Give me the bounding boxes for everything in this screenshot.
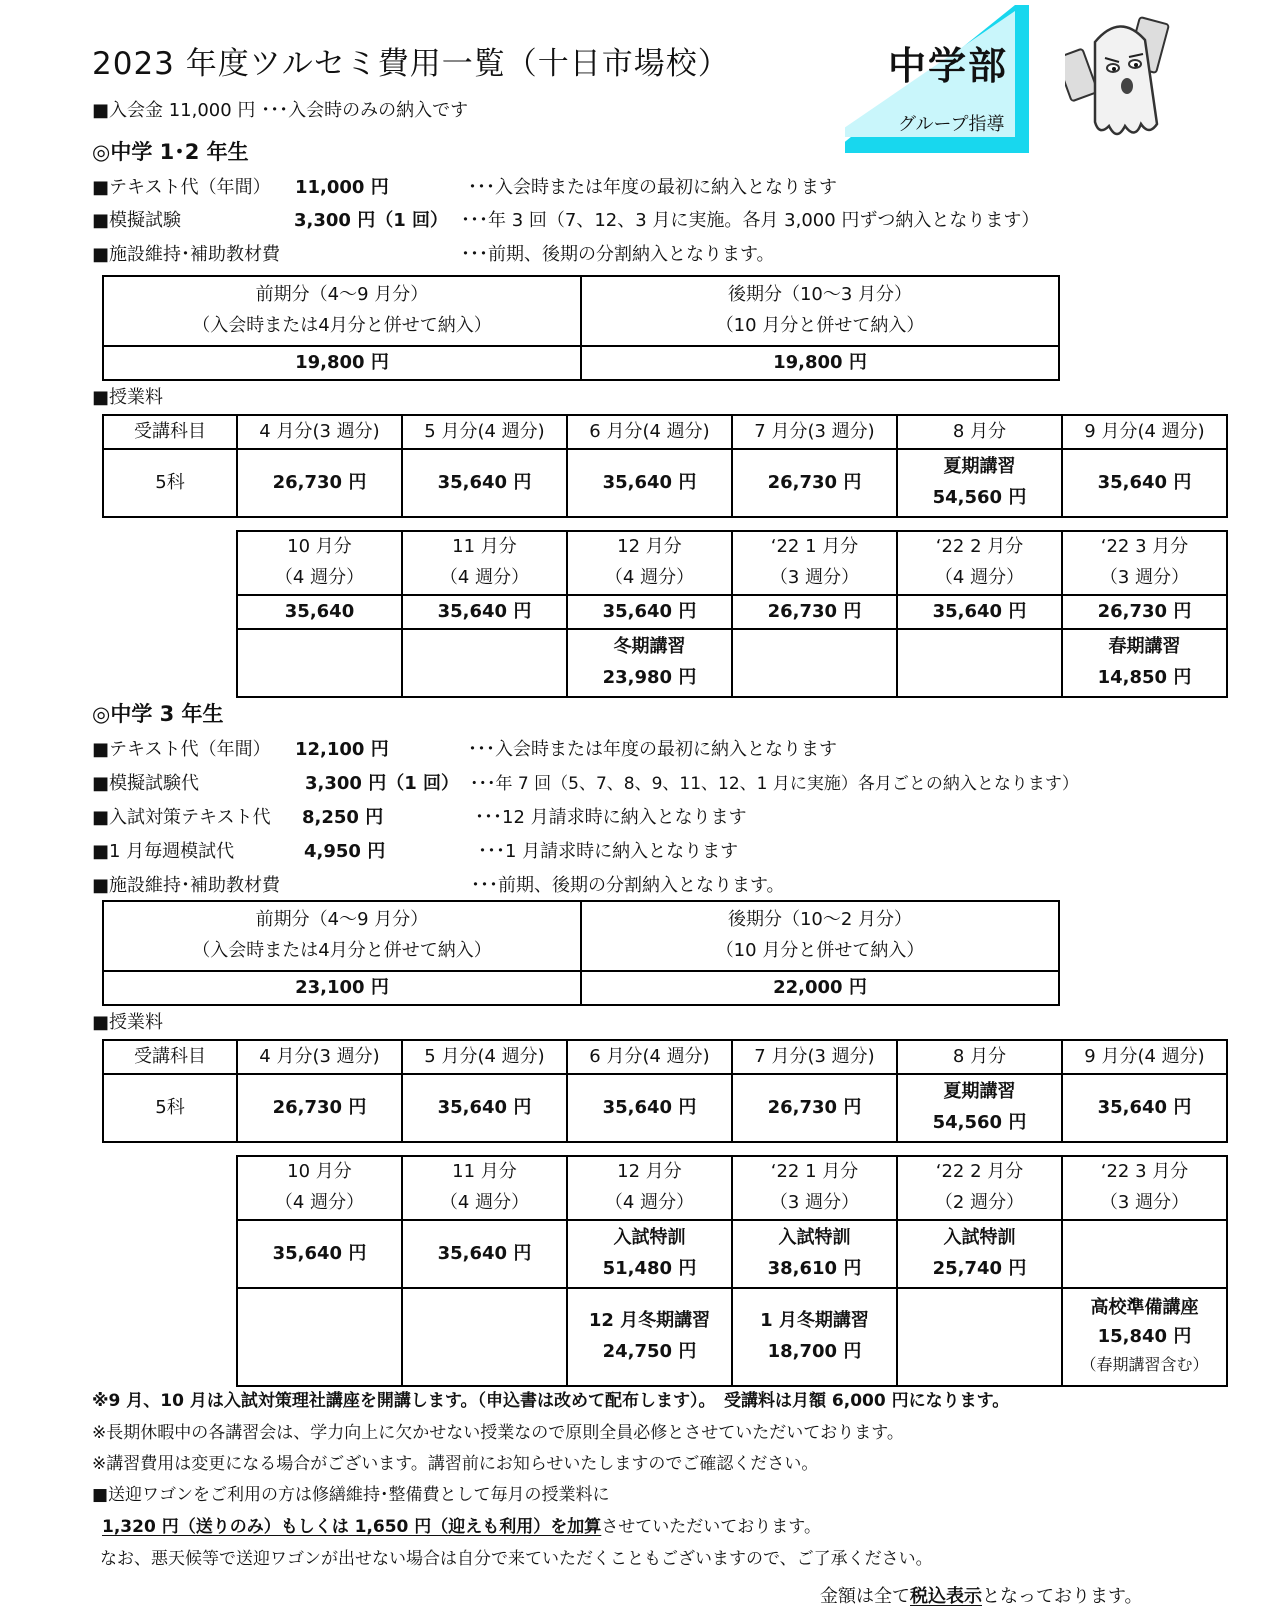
fee-cell: 35,640 円 — [402, 595, 567, 629]
g12-text-fee: 11,000 円 — [295, 177, 389, 198]
fee-cell: 35,640 円 — [1062, 1074, 1227, 1142]
g3-exam-text-label: ■入試対策テキスト代 — [92, 807, 271, 828]
summer-course-cell: 夏期講習 54,560 円 — [897, 449, 1062, 517]
g3-exam-text-fee: 8,250 円 — [302, 807, 384, 828]
g3-mock-label: ■模擬試験代 — [92, 773, 200, 794]
winter-course-cell: 12 月冬期講習 24,750 円 — [567, 1288, 732, 1386]
col-header: ‘22 2 月分 （4 週分） — [897, 531, 1062, 595]
fee-cell: 35,640 円 — [402, 1074, 567, 1142]
extra-cell — [897, 1288, 1062, 1386]
col-header: 4 月分(3 週分) — [237, 1040, 402, 1074]
fee-cell: 26,730 円 — [237, 1074, 402, 1142]
col-header: 5 月分(4 週分) — [402, 1040, 567, 1074]
extra-cell — [402, 629, 567, 697]
term-second-value: 19,800 円 — [581, 346, 1059, 380]
g3-tuition-table-1 — [102, 1039, 1228, 1143]
col-header: ‘22 3 月分 （3 週分） — [1062, 1156, 1227, 1220]
badge-title: 中学部 — [888, 44, 1009, 88]
extra-cell — [732, 629, 897, 697]
enroll-fee-line: ■入会金 11,000 円 ･･･入会時のみの納入です — [92, 100, 469, 121]
g3-tuition-table-2 — [236, 1155, 1228, 1387]
term-second-value: 22,000 円 — [581, 971, 1059, 1005]
fee-cell: 26,730 円 — [732, 595, 897, 629]
note-science-social: ※9 月、10 月は入試対策理社講座を開講します。（申込書は改めて配布します）。 受講料は月額 6,000 円になります。 — [92, 1391, 1010, 1411]
section-heading-g3: ◎中学 3 年生 — [92, 702, 224, 726]
g3-weekly-mock-label: ■1 月毎週模試代 — [92, 841, 235, 862]
col-header: 受講科目 — [103, 415, 237, 449]
page-title: 2023 年度ツルセミ費用一覧（十日市場校） — [92, 46, 730, 82]
g3-text-label: ■テキスト代（年間） — [92, 739, 271, 760]
g3-facility-note: ･･･前期、後期の分割納入となります。 — [471, 875, 785, 896]
fee-cell: 35,640 円 — [567, 595, 732, 629]
g12-tuition-table-1 — [102, 414, 1228, 518]
term-first-value: 19,800 円 — [103, 346, 581, 380]
g12-mock-note: ･･･年 3 回（7、12、3 月に実施。各月 3,000 円ずつ納入となります） — [461, 210, 1040, 231]
exam-training-cell: 入試特訓 25,740 円 — [897, 1220, 1062, 1288]
g3-facility-label: ■施設維持･補助教材費 — [92, 875, 281, 896]
col-header: 6 月分(4 週分) — [567, 415, 732, 449]
note-tax-included: 金額は全て税込表示となっております。 — [820, 1586, 1143, 1607]
ghost-mascot-icon — [1065, 12, 1185, 152]
high-school-prep-cell: 高校準備講座 15,840 円 （春期講習含む） — [1062, 1288, 1227, 1386]
term-first-value: 23,100 円 — [103, 971, 581, 1005]
col-header: 9 月分(4 週分) — [1062, 1040, 1227, 1074]
note-seasonal-required: ※長期休暇中の各講習会は、学力向上に欠かせない授業なので原則全員必修とさせていただいております。 — [92, 1423, 904, 1443]
subject-cell: 5科 — [103, 449, 237, 517]
col-header: 4 月分(3 週分) — [237, 415, 402, 449]
g3-weekly-mock-fee: 4,950 円 — [304, 841, 386, 862]
g3-text-fee: 12,100 円 — [295, 739, 389, 760]
col-header: ‘22 1 月分 （3 週分） — [732, 531, 897, 595]
col-header: 受講科目 — [103, 1040, 237, 1074]
col-header: 10 月分 （4 週分） — [237, 1156, 402, 1220]
fee-cell: 35,640 円 — [402, 1220, 567, 1288]
g3-weekly-mock-note: ･･･1 月請求時に納入となります — [478, 841, 739, 862]
g3-mock-note: ･･･年 7 回（5、7、8、9、11、12、1 月に実施）各月ごとの納入となります） — [470, 774, 1079, 794]
fee-cell: 35,640 円 — [567, 1074, 732, 1142]
term-first-header: 前期分（4～9 月分） （入会時または4月分と併せて納入） — [103, 901, 581, 971]
note-fee-change: ※講習費用は変更になる場合がございます。講習前にお知らせいたしますのでご確認ください。 — [92, 1454, 819, 1474]
fee-cell: 26,730 円 — [732, 449, 897, 517]
extra-cell — [402, 1288, 567, 1386]
term-second-header: 後期分（10～2 月分） （10 月分と併せて納入） — [581, 901, 1059, 971]
fee-cell: 35,640 — [237, 595, 402, 629]
col-header: ‘22 3 月分 （3 週分） — [1062, 531, 1227, 595]
fee-cell — [1062, 1220, 1227, 1288]
col-header: ‘22 2 月分 （2 週分） — [897, 1156, 1062, 1220]
winter-course-cell: 1 月冬期講習 18,700 円 — [732, 1288, 897, 1386]
extra-cell — [237, 1288, 402, 1386]
fee-cell: 35,640 円 — [897, 595, 1062, 629]
fee-cell: 35,640 円 — [1062, 449, 1227, 517]
fee-cell: 26,730 円 — [237, 449, 402, 517]
term-second-header: 後期分（10～3 月分） （10 月分と併せて納入） — [581, 276, 1059, 346]
g12-facility-label: ■施設維持･補助教材費 — [92, 244, 281, 265]
col-header: 8 月分 — [897, 1040, 1062, 1074]
spring-course-cell: 春期講習 14,850 円 — [1062, 629, 1227, 697]
note-wagon-fee: 1,320 円（送りのみ）もしくは 1,650 円（迎えも利用）を加算させていただいております。 — [102, 1517, 821, 1537]
note-weather: なお、悪天候等で送迎ワゴンが出せない場合は自分で来ていただくこともございますので、ご了承ください。 — [100, 1549, 933, 1569]
g3-term-table — [102, 900, 1060, 1006]
exam-training-cell: 入試特訓 38,610 円 — [732, 1220, 897, 1288]
exam-training-cell: 入試特訓 51,480 円 — [567, 1220, 732, 1288]
fee-cell: 26,730 円 — [732, 1074, 897, 1142]
col-header: 6 月分(4 週分) — [567, 1040, 732, 1074]
g12-tuition-label: ■授業料 — [92, 387, 164, 408]
badge-subtitle: グループ指導 — [898, 114, 1005, 135]
col-header: 12 月分 （4 週分） — [567, 1156, 732, 1220]
g3-text-note: ･･･入会時または年度の最初に納入となります — [468, 739, 837, 760]
col-header: 5 月分(4 週分) — [402, 415, 567, 449]
fee-cell: 35,640 円 — [237, 1220, 402, 1288]
col-header: 8 月分 — [897, 415, 1062, 449]
summer-course-cell: 夏期講習 54,560 円 — [897, 1074, 1062, 1142]
fee-cell: 35,640 円 — [402, 449, 567, 517]
col-header: 11 月分 （4 週分） — [402, 1156, 567, 1220]
g12-mock-fee: 3,300 円（1 回） — [294, 210, 448, 231]
fee-cell: 26,730 円 — [1062, 595, 1227, 629]
col-header: 12 月分 （4 週分） — [567, 531, 732, 595]
g12-mock-label: ■模擬試験 — [92, 210, 182, 231]
subject-cell: 5科 — [103, 1074, 237, 1142]
col-header: ‘22 1 月分 （3 週分） — [732, 1156, 897, 1220]
extra-cell — [237, 629, 402, 697]
winter-course-cell: 冬期講習 23,980 円 — [567, 629, 732, 697]
section-heading-g12: ◎中学 1･2 年生 — [92, 140, 249, 164]
col-header: 7 月分(3 週分) — [732, 415, 897, 449]
term-first-header: 前期分（4～9 月分） （入会時または4月分と併せて納入） — [103, 276, 581, 346]
col-header: 7 月分(3 週分) — [732, 1040, 897, 1074]
col-header: 11 月分 （4 週分） — [402, 531, 567, 595]
g3-exam-text-note: ･･･12 月請求時に納入となります — [475, 807, 747, 828]
note-wagon: ■送迎ワゴンをご利用の方は修繕維持･整備費として毎月の授業料に — [92, 1485, 610, 1505]
g12-term-table — [102, 275, 1060, 381]
extra-cell — [897, 629, 1062, 697]
g3-mock-fee: 3,300 円（1 回） — [305, 773, 459, 794]
fee-cell: 35,640 円 — [567, 449, 732, 517]
g12-text-note: ･･･入会時または年度の最初に納入となります — [468, 177, 837, 198]
col-header: 9 月分(4 週分) — [1062, 415, 1227, 449]
g12-tuition-table-2 — [236, 530, 1228, 698]
col-header: 10 月分 （4 週分） — [237, 531, 402, 595]
g12-facility-note: ･･･前期、後期の分割納入となります。 — [461, 244, 775, 265]
g3-tuition-label: ■授業料 — [92, 1012, 164, 1033]
g12-text-label: ■テキスト代（年間） — [92, 177, 271, 198]
